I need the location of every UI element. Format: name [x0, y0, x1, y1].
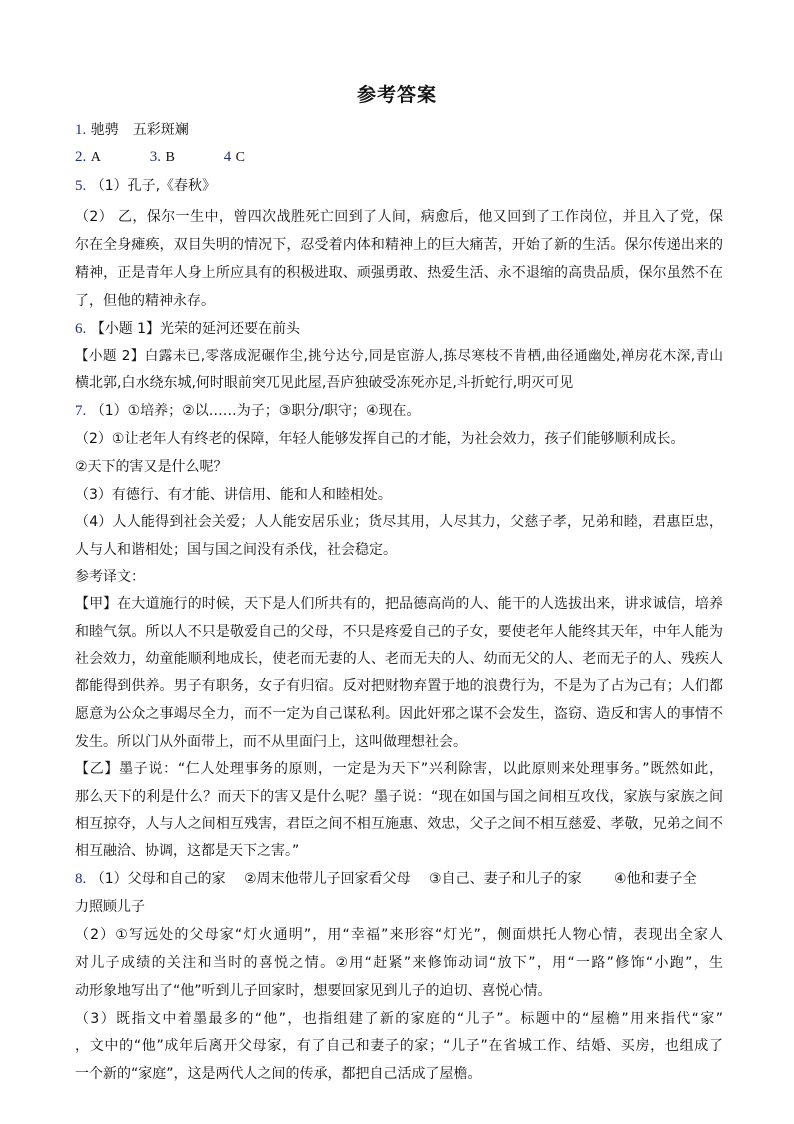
answer-7-part-2: ②天下的害又是什么呢？	[75, 459, 228, 475]
translation-yi-line: 相互掠夺，人与人之间相互残害，君臣之间不相互施惠、效忠，父子之间不相互慈爱、孝敬，兄弟之间不	[75, 816, 723, 832]
answer-5-part-2-line: 了，但他的精神永存。	[75, 293, 215, 309]
answer-text: A	[90, 150, 101, 165]
answer-7-part-2: （2）①让老年人有终老的保障，年轻人能够发挥自己的才能，为社会效力，孩子们能够顺利成长。	[75, 431, 685, 447]
answer-8-part-2-line: 对儿子成绩的关注和当时的喜悦之情。②用“赶紧”来修饰动词“放下”，用“一路”修饰“小跑”，生	[75, 955, 723, 971]
question-number: 1.	[75, 122, 87, 138]
translation-yi-line: 【乙】墨子说：“仁人处理事务的原则，一定是为天下”兴利除害，以此原则来处理事务。”既然如此，	[75, 761, 723, 777]
answer-7-part-3: （3）有德行、有才能、讲信用、能和人和睦相处。	[75, 487, 392, 503]
answer-8-part-1	[75, 869, 723, 889]
question-number: 8.	[75, 871, 87, 887]
question-number: 3.	[149, 149, 161, 165]
reference-translation-label: 参考译文：	[75, 569, 145, 585]
answer-6-line	[75, 319, 723, 339]
answer-8-part-2-line: 动形象地写出了“他”听到儿子回家时，想要回家见到儿子的迫切、喜悦心情。	[75, 983, 552, 999]
answer-text: B	[165, 150, 175, 165]
answer-8-part-3-line: 一个新的“家庭”，这是两代人之间的传承，都把自己活成了屋檐。	[75, 1066, 482, 1082]
question-number: 6.	[75, 321, 87, 337]
answer-5-part-2-line: 尔在全身瘫痪，双目失明的情况下，忍受着内体和精神上的巨大痛苦，开始了新的生活。保尔传递出来的	[75, 237, 723, 253]
answer-5-part-1	[75, 176, 723, 196]
translation-jia-line: 和睦气氛。所以人不只是敬爱自己的父母，不只是疼爱自己的子女，要使老年人能终其天年，中年人能为	[75, 624, 723, 640]
question-number: 4	[223, 149, 232, 165]
answer-text: 【小题 1】光荣的延河还要在前头	[90, 321, 301, 337]
question-number: 2.	[75, 149, 87, 165]
answer-7-part-4: （4）人人能得到社会关爱；人人能安居乐业；货尽其用，人尽其力，父慈子孝，兄弟和睦，君惠臣忠，	[75, 514, 723, 530]
answer-7-part-4: 人与人和谐相处；国与国之间没有杀伐，社会稳定。	[75, 542, 397, 558]
answer-6-line: 横北郭,白水绕东城,何时眼前突兀见此屋,吾庐独破受冻死亦足,斗折蛇行,明灭可见	[75, 375, 574, 391]
answer-text: （1）孔子,《春秋》	[90, 178, 217, 194]
answer-8-part-1: 力照顾儿子	[75, 899, 145, 915]
translation-jia-line: 社会效力，幼童能顺利地成长，使老而无妻的人、老而无夫的人、幼而无父的人、老而无子的人、残疾人	[75, 651, 723, 667]
translation-jia-line: 【甲】在大道施行的时候，天下是人们所共有的，把品德高尚的人、能干的人选拔出来，讲求诚信，培养	[75, 596, 723, 612]
translation-yi-line: 那么天下的利是什么？而天下的害又是什么呢？墨子说：“现在如国与国之间相互攻伐，家族与家族之间	[75, 789, 723, 805]
translation-jia-line: 都能得到供养。男子有职务，女子有归宿。反对把财物弃置于地的浪费行为，不是为了占为己有；人们都	[75, 678, 723, 694]
answer-8-part-3-line: ，文中的“他”成年后离开父母家，有了自己和妻子的家；“儿子”在省城工作、结婚、买房，也组成了	[75, 1038, 723, 1054]
answer-5-part-2-line: （2） 乙，保尔一生中，曾四次战胜死亡回到了人间，病愈后，他又回到了工作岗位，并且入了党，保	[75, 209, 723, 225]
answer-text: C	[235, 150, 245, 165]
answer-5-part-2-line: 精神，正是青年人身上所应具有的积极进取、顽强勇敢、热爱生活、永不退缩的高贵品质，保尔虽然不在	[75, 265, 723, 281]
answer-6-line: 【小题 2】白露未已,零落成泥碾作尘,挑兮达兮,同是宦游人,拣尽寒枝不肯栖,曲径通幽处,禅房花木深,青山	[75, 348, 723, 364]
answer-7-part-1	[75, 401, 723, 421]
answer-8-part-2-line: （2）①写远处的父母家“灯火通明”，用“幸福”来形容“灯光”，侧面烘托人物心情，表现出全家人	[75, 927, 723, 943]
answer-1	[75, 120, 723, 140]
answer-text: 驰骋 五彩斑斓	[90, 122, 189, 138]
translation-yi-line: 相互融洽、协调，这都是天下之害。”	[75, 843, 300, 859]
translation-jia-line: 发生。所以门从外面带上，而不从里面闩上，这叫做理想社会。	[75, 734, 467, 750]
answer-text: （1）父母和自己的家 ②周末他带儿子回家看父母 ③自己、妻子和儿子的家 ④他和妻子全	[90, 871, 697, 887]
answers-2-4	[75, 147, 723, 168]
translation-jia-line: 愿意为公众之事竭尽全力，而不一定为自己谋私利。因此奸邪之谋不会发生，盗窃、造反和害人的事情不	[75, 706, 723, 722]
question-number: 5.	[75, 178, 87, 194]
answer-text: （1）①培养；②以……为子；③职分/职守；④现在。	[90, 403, 421, 419]
answer-8-part-3-line: （3）既指文中着墨最多的“他”，也指组建了新的家庭的“儿子”。标题中的“屋檐”用来指代“家”	[75, 1011, 723, 1027]
page-title: 参考答案	[356, 84, 437, 106]
question-number: 7.	[75, 403, 87, 419]
